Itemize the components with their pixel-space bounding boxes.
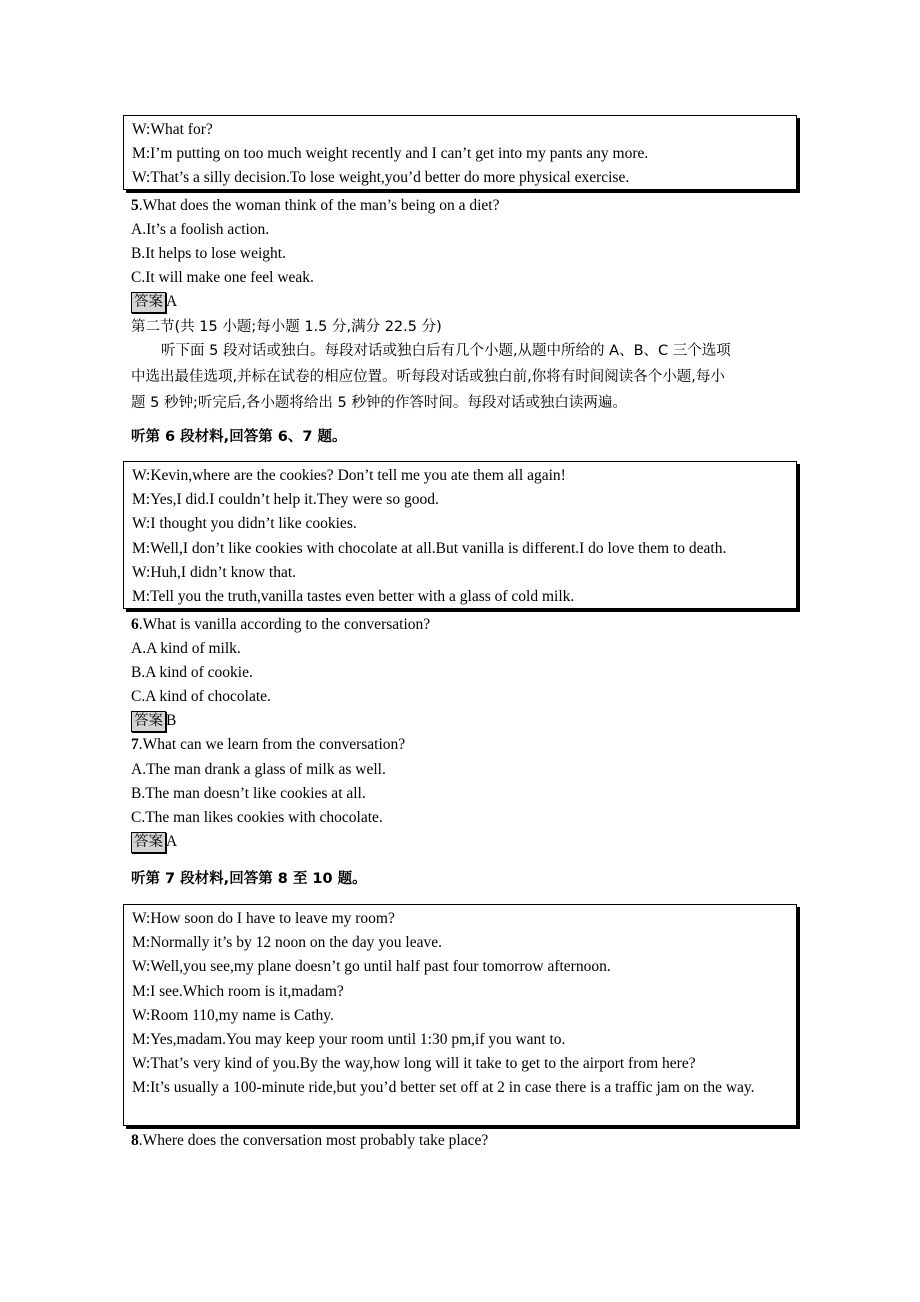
answer-label: 答案 (131, 711, 166, 732)
section-instructions (131, 338, 795, 416)
dialog-line: M:Yes,madam.You may keep your room until 1:30 pm,if you want to. (132, 1031, 566, 1049)
option-a: A.The man drank a glass of milk as well. (131, 760, 386, 778)
question-number: 8 (131, 1132, 139, 1149)
dialog-box-7 (123, 904, 797, 1126)
dialog-line: M:I’m putting on too much weight recently and I can’t get into my pants any more. (132, 145, 649, 163)
question-text: .Where does the conversation most probably take place? (138, 1132, 489, 1149)
dialog-line: W:Room 110,my name is Cathy. (132, 1006, 334, 1024)
dialog-line: W:Huh,I didn’t know that. (132, 563, 297, 581)
question-number: 5 (131, 197, 139, 214)
option-b: B.A kind of cookie. (131, 664, 253, 682)
dialog-line: M:It’s usually a 100-minute ride,but you’d better set off at 2 in case there is a traffic jam on the way. (132, 1079, 755, 1097)
option-a: A.It’s a foolish action. (131, 221, 270, 239)
answer-label: 答案 (131, 292, 166, 313)
dialog-line: M:I see.Which room is it,madam? (132, 982, 344, 1000)
answer-row (131, 290, 499, 314)
dialog-line: M:Well,I don’t like cookies with chocolate at all.But vanilla is different.I do love them to death. (132, 539, 727, 557)
question-text: .What does the woman think of the man’s being on a diet? (138, 197, 500, 214)
dialog-line: W:What for? (132, 121, 213, 138)
answer-row (131, 709, 430, 733)
section-title: 第二节(共 15 小题;每小题 1.5 分,满分 22.5 分) (131, 319, 442, 335)
question-stem (131, 194, 499, 218)
question-text: .What is vanilla according to the conversation? (138, 616, 431, 633)
instructions-line: 中选出最佳选项,并标在试卷的相应位置。听每段对话或独白前,你将有时间阅读各个小题,每小 (131, 369, 725, 385)
dialog-box-1 (123, 115, 797, 190)
question-6 (131, 613, 430, 854)
question-5 (131, 194, 499, 314)
answer-label: 答案 (131, 832, 166, 853)
question-text: .What can we learn from the conversation? (138, 736, 406, 754)
answer-value: B (166, 712, 177, 730)
dialog-line: W:That’s very kind of you.By the way,how long will it take to get to the airport from here? (132, 1055, 696, 1073)
dialog-line: M:Tell you the truth,vanilla tastes even better with a glass of cold milk. (132, 588, 575, 606)
option-c: C.A kind of chocolate. (131, 688, 271, 706)
dialog-line: W:I thought you didn’t like cookies. (132, 515, 357, 533)
instructions-line: 听下面 5 段对话或独白。每段对话或独白后有几个小题,从题中所给的 A、B、C 三个选项 (161, 343, 731, 359)
option-b: B.The man doesn’t like cookies at all. (131, 784, 366, 802)
option-c: C.It will make one feel weak. (131, 269, 314, 287)
dialog-line: W:How soon do I have to leave my room? (132, 910, 395, 927)
dialog-line: W:Kevin,where are the cookies? Don’t tell me you ate them all again! (132, 467, 566, 484)
material-heading-7: 听第 7 段材料,回答第 8 至 10 题。 (131, 871, 367, 887)
answer-value: A (166, 832, 178, 850)
option-c: C.The man likes cookies with chocolate. (131, 808, 383, 826)
question-8 (131, 1129, 488, 1153)
instructions-line: 题 5 秒钟;听完后,各小题将给出 5 秒钟的作答时间。每段对话或独白读两遍。 (131, 395, 627, 411)
dialog-line: M:Yes,I did.I couldn’t help it.They were so good. (132, 491, 439, 509)
question-number: 6 (131, 616, 139, 633)
dialog-line: M:Normally it’s by 12 noon on the day you leave. (132, 934, 442, 952)
option-a: A.A kind of milk. (131, 640, 241, 658)
question-stem (131, 733, 430, 757)
material-heading-6: 听第 6 段材料,回答第 6、7 题。 (131, 429, 347, 445)
dialog-line: W:That’s a silly decision.To lose weight,you’d better do more physical exercise. (132, 169, 630, 187)
question-stem (131, 1129, 488, 1153)
answer-value: A (166, 293, 178, 311)
answer-row (131, 830, 430, 854)
dialog-box-6 (123, 461, 797, 609)
dialog-line: W:Well,you see,my plane doesn’t go until half past four tomorrow afternoon. (132, 958, 611, 976)
option-b: B.It helps to lose weight. (131, 245, 286, 263)
question-number: 7 (131, 736, 139, 754)
question-stem (131, 613, 430, 637)
